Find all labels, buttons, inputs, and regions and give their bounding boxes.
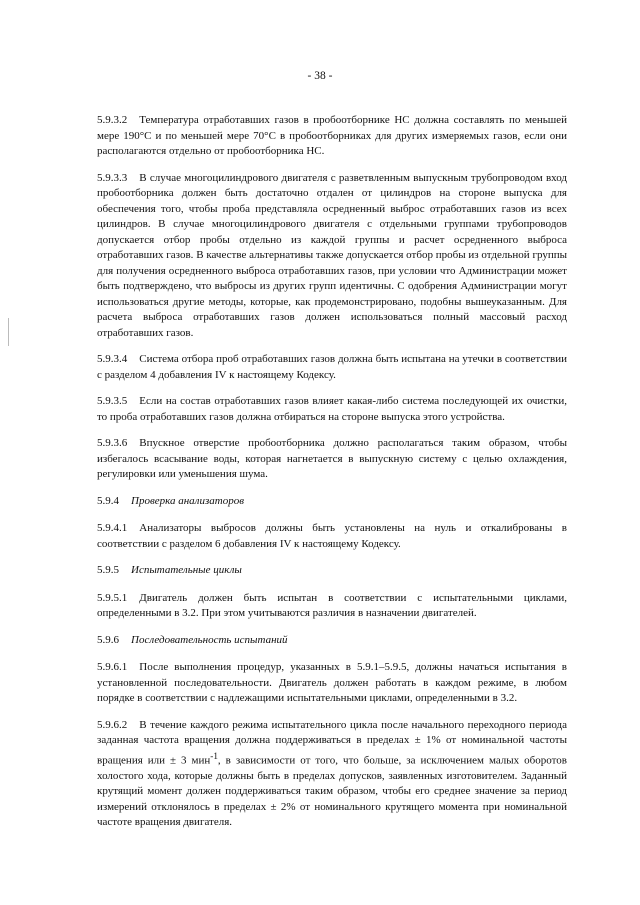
paragraph-5-9-3-2 [97,113,567,160]
paragraph-text: Анализаторы выбросов должны быть установлены на нуль и откалиброваны в соответствии с разделом 6 добавления IV к настоящему Кодексу. [97,522,567,550]
margin-mark [8,318,9,346]
paragraph-5-9-3-3 [97,171,567,342]
section-heading-5-9-6 [97,633,567,649]
paragraph-text: Впускное отверстие пробоотборника должно располагаться таким образом, чтобы избегалось всасывание воды, которая нагнетается в выпускную систему с целью охлаждения, регулировки или уменьшения шума. [97,437,567,480]
page-number: - 38 - [307,70,333,82]
paragraph-number: 5.9.3.3 [97,171,128,184]
paragraph-number: 5.9.5.1 [97,591,128,604]
section-title: Последовательность испытаний [131,633,288,646]
paragraph-text-a: В течение каждого режима испытательного цикла после начального переходного периода заданная частота вращения должна поддерживаться в пределах ± 1% от номинальной частоты вращения или ± 3 мин [97,718,567,767]
superscript: -1 [210,750,218,761]
section-heading-5-9-4 [97,494,567,510]
paragraph-number: 5.9.3.6 [97,437,128,449]
paragraph-5-9-4-1 [97,521,567,552]
paragraph-5-9-3-4 [97,352,567,383]
paragraph-text: Если на состав отработавших газов влияет какая-либо система последующей их очистки, то проба отработавших газов должна отбираться на стороне выпуска этого устройства. [97,395,567,423]
section-title: Испытательные циклы [131,564,242,576]
paragraph-5-9-5-1 [97,591,567,622]
paragraph-text: В случае многоцилиндрового двигателя с разветвленным выпускным трубопроводом вход пробоотборника должен быть достаточно отдален от цилиндров на стороне выпуска для обеспечения того, чтобы проба представляла осредненный выброс отработавших газов из всех цилиндров. В случае многоцилиндрового двигателя с отдельными группами трубопроводов допускается отбор пробы отдельно из каждой группы и расчет осредненного выброса отработавших газов. В качестве альтернативы также допускается отбор пробы из отдельной группы для получения осредненного выброса отработавших газов, при условии что Администрации может быть подтверждено, что выбросы из других групп идентичны. С одобрения Администрации могут использоваться другие методы, которые, как продемонстрировано, подобны вышеуказанным. Для расчета выброса отработавших газов должен использоваться полный массовый расход отработавших газов. [97,171,567,339]
paragraph-text-b: , в зависимости от того, что больше, за исключением малых оборотов холостого хода, которые должны быть в пределах допусков, заявленных изготовителем. Заданный крутящий момент должен поддерживаться таким образом, чтобы его среднее значение за период измерений отклонялось в пределах ± 2% от номинального крутящего момента при номинальной частоте вращения двигателя. [97,754,567,829]
section-number: 5.9.5 [97,564,119,576]
paragraph-text: Двигатель должен быть испытан в соответствии с испытательными циклами, определенными в 3.2. При этом учитываются различия в назначении двигателей. [97,591,567,619]
paragraph-number: 5.9.3.5 [97,395,128,407]
section-heading-5-9-5 [97,563,567,579]
paragraph-number: 5.9.6.1 [97,661,128,673]
paragraph-text: Система отбора проб отработавших газов должна быть испытана на утечки в соответствии с разделом 4 добавления IV к настоящему Кодексу. [97,353,567,381]
paragraph-number: 5.9.3.4 [97,353,128,365]
section-number: 5.9.4 [97,494,119,507]
paragraph-text: Температура отработавших газов в пробоотборнике НС должна составлять по меньшей мере 190°С и по меньшей мере 70°С в пробоотборниках для других измеряемых газов, если они располагаются отдельно от пробоотборника НС. [97,114,567,157]
section-title: Проверка анализаторов [131,494,244,507]
paragraph-number: 5.9.3.2 [97,114,128,126]
document-body [97,113,567,842]
section-number: 5.9.6 [97,633,119,646]
paragraph-5-9-3-6 [97,436,567,483]
paragraph-number: 5.9.4.1 [97,522,128,534]
paragraph-5-9-6-2 [97,718,567,831]
paragraph-number: 5.9.6.2 [97,718,128,731]
paragraph-5-9-6-1 [97,660,567,707]
paragraph-text: После выполнения процедур, указанных в 5.9.1–5.9.5, должны начаться испытания в установленной последовательности. Двигатель должен работать в каждом режиме, в любом порядке в соответствии с надлежащими испытательными циклами, определенными в 3.2. [97,661,567,704]
paragraph-5-9-3-5 [97,394,567,425]
